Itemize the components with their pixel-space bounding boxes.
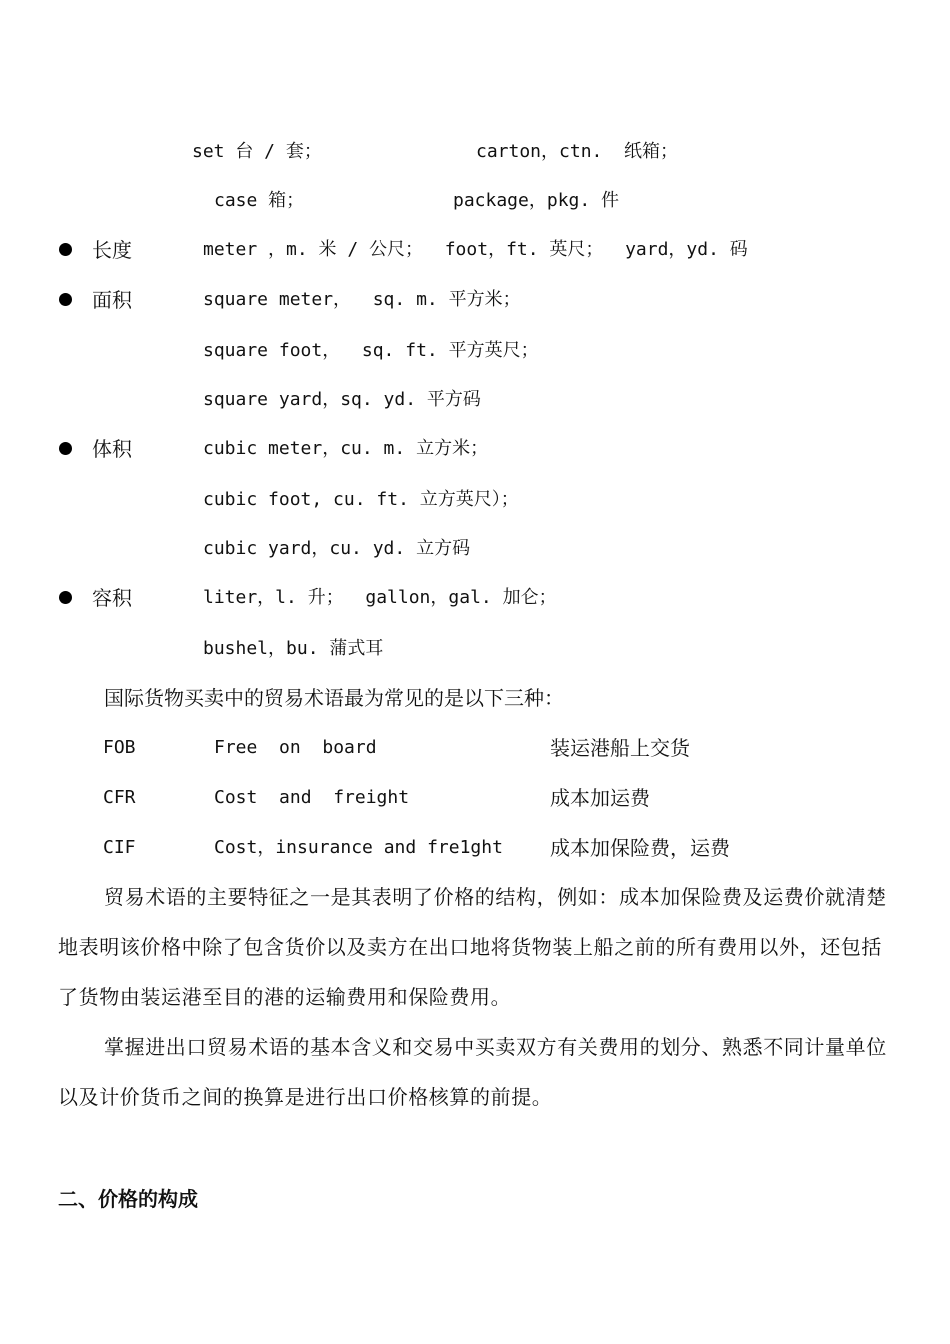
area-label: 面积 bbox=[92, 288, 132, 312]
paragraph-premise: 掌握进出口贸易术语的基本含义和交易中买卖双方有关费用的划分、熟悉不同计量单位以及计价货币之间的换算是进行出口价格核算的前提。 bbox=[58, 1035, 887, 1109]
capacity-label: 容积 bbox=[92, 586, 132, 610]
length-label: 长度 bbox=[92, 238, 132, 262]
area-line: square foot， sq. ft. 平方英尺； bbox=[203, 340, 539, 361]
volume-line: cubic foot, cu. ft. 立方英尺）； bbox=[203, 489, 519, 510]
unit-set-text: set 台 / 套； bbox=[192, 141, 322, 162]
term-chinese: 成本加保险费，运费 bbox=[550, 836, 730, 860]
unit-case-text: case 箱； bbox=[214, 190, 305, 211]
unit-carton-text: carton，ctn. 纸箱； bbox=[476, 141, 679, 162]
term-chinese: 装运港船上交货 bbox=[550, 736, 690, 760]
term-english: Cost and freight bbox=[214, 787, 410, 808]
capacity-line: bushel，bu. 蒲式耳 bbox=[203, 638, 384, 659]
capacity-line: liter，l. 升； gallon，gal. 加仑； bbox=[203, 587, 557, 608]
volume-line: cubic yard，cu. yd. 立方码 bbox=[203, 538, 471, 559]
terms-intro: 国际货物买卖中的贸易术语最为常见的是以下三种： bbox=[104, 686, 564, 710]
term-chinese: 成本加运费 bbox=[550, 786, 650, 810]
term-code: CFR bbox=[103, 787, 136, 808]
bullet-capacity bbox=[59, 591, 72, 604]
unit-package-text: package，pkg. 件 bbox=[453, 190, 620, 211]
volume-label: 体积 bbox=[92, 437, 132, 461]
bullet-area bbox=[59, 293, 72, 306]
term-code: CIF bbox=[103, 837, 136, 858]
area-line: square yard，sq. yd. 平方码 bbox=[203, 389, 481, 410]
term-code: FOB bbox=[103, 737, 136, 758]
volume-line: cubic meter，cu. m. 立方米； bbox=[203, 438, 489, 459]
area-line: square meter， sq. m. 平方米； bbox=[203, 289, 521, 310]
term-english: Cost，insurance and fre1ght bbox=[214, 837, 503, 858]
length-units: meter ，m. 米 / 公尺； foot，ft. 英尺； yard，yd. 码 bbox=[203, 239, 748, 260]
bullet-length bbox=[59, 243, 72, 256]
paragraph-price-structure: 贸易术语的主要特征之一是其表明了价格的结构，例如：成本加保险费及运费价就清楚地表明该价格中除了包含货价以及卖方在出口地将货物装上船之前的所有费用以外，还包括了货物由装运港至目的港的运输费用和保险费用。 bbox=[58, 885, 887, 1009]
section-heading: 二、价格的构成 bbox=[58, 1187, 198, 1211]
term-english: Free on board bbox=[214, 737, 377, 758]
bullet-volume bbox=[59, 442, 72, 455]
